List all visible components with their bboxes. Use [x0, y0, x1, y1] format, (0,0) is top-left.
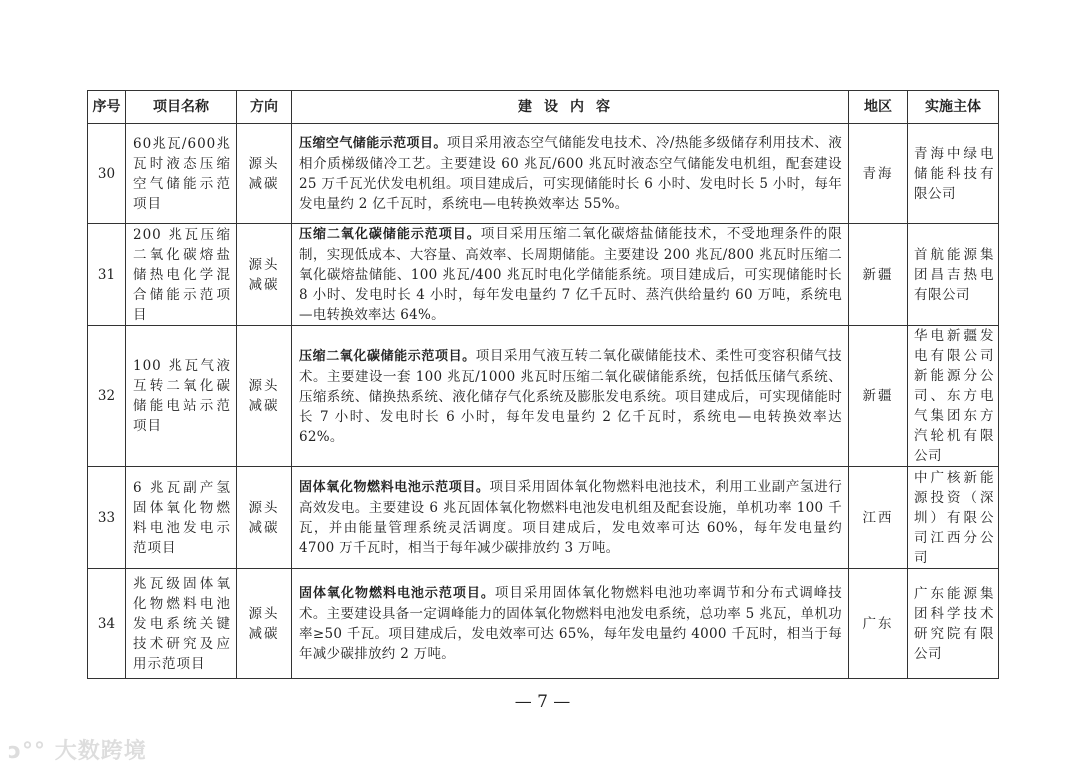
cell-seq: 30 — [88, 124, 126, 224]
cell-entity: 青海中绿电储能科技有限公司 — [908, 124, 999, 224]
header-region: 地区 — [849, 91, 908, 124]
cell-content — [292, 224, 849, 326]
cell-seq: 34 — [88, 569, 126, 679]
cell-name: 6 兆瓦副产氢固体氧化物燃料电池发电示范项目 — [126, 467, 237, 569]
table-row — [88, 224, 999, 326]
content-title: 压缩二氧化碳储能示范项目。 — [299, 227, 481, 242]
cell-region: 青海 — [849, 124, 908, 224]
content-text: 项目采用液态空气储能发电技术、冷/热能多级储存利用技术、液相介质梯级储冷工艺。主要建设 60 兆瓦/600 兆瓦时液态空气储能发电机组，配套建设 25 万千瓦光伏发电机组。项目建成后，可实现储能时长 6 小时、发电时长 5 小时，每年发电量约 2 亿千瓦时，系统电—电转换效率达 55%。 — [299, 135, 842, 212]
table-row — [88, 326, 999, 467]
projects-table — [87, 90, 999, 679]
cell-content — [292, 467, 849, 569]
content-text: 项目采用压缩二氧化碳熔盐储能技术，不受地理条件的限制，实现低成本、大容量、高效率、长周期储能。主要建设 200 兆瓦/800 兆瓦时压缩二氧化碳熔盐储能、100 兆瓦/400 兆瓦时电化学储能系统。项目建成后，可实现储能时长 8 小时、发电时长 4 小时，每年发电量约 7 亿千瓦时、蒸汽供给量约 60 万吨，系统电—电转换效率达 64%。 — [299, 226, 842, 323]
cell-direction: 源头减碳 — [237, 224, 292, 326]
cell-seq: 33 — [88, 467, 126, 569]
header-seq: 序号 — [88, 91, 126, 124]
watermark-logo: ↄ°° 大数跨境 — [8, 739, 147, 764]
page-number: — 7 — — [514, 692, 571, 712]
cell-region: 江西 — [849, 467, 908, 569]
content-text: 项目采用气液互转二氧化碳储能技术、柔性可变容积储气技术。主要建设一套 100 兆瓦/1000 兆瓦时压缩二氧化碳储能系统，包括低压储气系统、压缩系统、储换热系统、液化储存气化系统及膨胀发电系统。项目建成后，可实现储能时长 7 小时、发电时长 6 小时，每年发电量约 2 亿千瓦时，系统电—电转换效率达 62%。 — [299, 347, 842, 445]
content-title: 固体氧化物燃料电池示范项目。 — [299, 586, 495, 601]
header-direction: 方向 — [237, 91, 292, 124]
table-row — [88, 467, 999, 569]
cell-name: 60兆瓦/600兆瓦时液态压缩空气储能示范项目 — [126, 124, 237, 224]
cell-content — [292, 326, 849, 467]
cell-direction: 源头减碳 — [237, 124, 292, 224]
bottom-margin — [0, 713, 1080, 773]
table-row — [88, 124, 999, 224]
header-name: 项目名称 — [126, 91, 237, 124]
cell-seq: 31 — [88, 224, 126, 326]
table-row — [88, 569, 999, 679]
cell-entity: 广东能源集团科学技术研究院有限公司 — [908, 569, 999, 679]
cell-region: 新疆 — [849, 326, 908, 467]
cell-content — [292, 569, 849, 679]
header-entity: 实施主体 — [908, 91, 999, 124]
cell-seq: 32 — [88, 326, 126, 467]
cell-content — [292, 124, 849, 224]
cell-region: 广东 — [849, 569, 908, 679]
content-text: 项目采用固体氧化物燃料电池功率调节和分布式调峰技术。主要建设具备一定调峰能力的固体氧化物燃料电池发电系统，总功率 5 兆瓦，单机功率≥50 千瓦。项目建成后，发电效率可达 65%，每年发电量约 4000 千瓦时，相当于每年减少碳排放约 2 万吨。 — [299, 585, 842, 662]
content-title: 压缩二氧化碳储能示范项目。 — [299, 348, 476, 364]
cell-direction: 源头减碳 — [237, 569, 292, 679]
cell-name: 200 兆瓦压缩二氧化碳熔盐储热电化学混合储能示范项目 — [126, 224, 237, 326]
cell-name: 兆瓦级固体氧化物燃料电池发电系统关键技术研究及应用示范项目 — [126, 569, 237, 679]
cell-name: 100 兆瓦气液互转二氧化碳储能电站示范项目 — [126, 326, 237, 467]
content-title: 压缩空气储能示范项目。 — [299, 136, 447, 151]
content-title: 固体氧化物燃料电池示范项目。 — [299, 480, 490, 495]
cell-entity: 华电新疆发电有限公司新能源分公司、东方电气集团东方汽轮机有限公司 — [908, 326, 999, 467]
content-text: 项目采用固体氧化物燃料电池技术，利用工业副产氢进行高效发电。主要建设 6 兆瓦固体氧化物燃料电池发电机组及配套设施，单机功率 100 千瓦，并由能量管理系统灵活调度。项目建成后，发电效率可达 60%，每年发电量约 4700 万千瓦时，相当于每年减少碳排放约 3 万吨。 — [299, 479, 842, 556]
header-content: 建设内容 — [292, 91, 849, 124]
cell-entity: 首航能源集团昌吉热电有限公司 — [908, 224, 999, 326]
table-header-row — [88, 91, 999, 124]
cell-direction: 源头减碳 — [237, 467, 292, 569]
cell-entity: 中广核新能源投资（深圳）有限公司江西分公司 — [908, 467, 999, 569]
cell-direction: 源头减碳 — [237, 326, 292, 467]
cell-region: 新疆 — [849, 224, 908, 326]
